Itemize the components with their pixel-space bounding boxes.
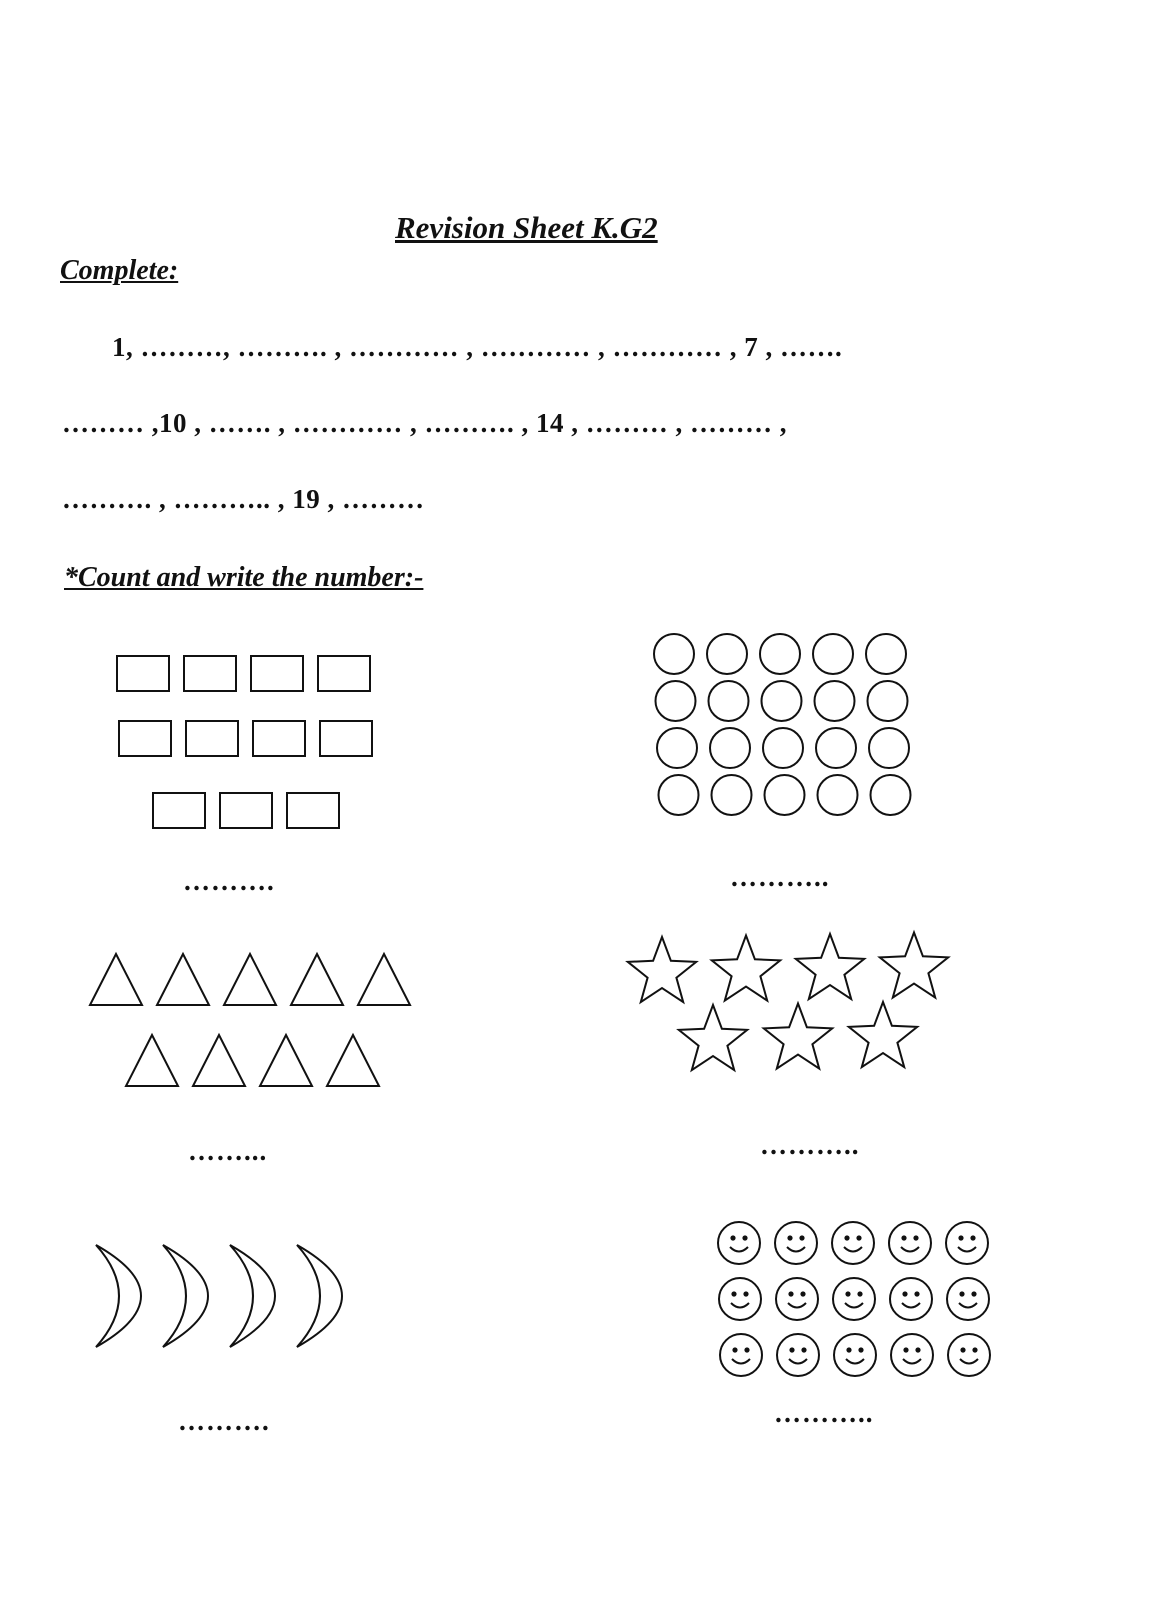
- star-shape: [880, 933, 948, 998]
- smiley-face-group: [718, 1222, 990, 1376]
- count-heading: *Count and write the number:-: [64, 562, 424, 593]
- circle-shape: [813, 634, 853, 674]
- smiley-face-shape: [719, 1278, 761, 1320]
- smiley-face-shape: [948, 1334, 990, 1376]
- circle-shape: [815, 681, 855, 721]
- crescent-moon-shape: [297, 1245, 342, 1347]
- sequence-line-2: ……… ,10 , ……. , ………… , ………. , 14 , ……… , ……… ,: [62, 408, 787, 438]
- circle-shape: [816, 728, 856, 768]
- crescent-moon-shape: [163, 1245, 208, 1347]
- star-group: [628, 933, 948, 1071]
- circle-shape: [657, 728, 697, 768]
- rectangle-shape: [253, 721, 305, 756]
- circle-shape: [659, 775, 699, 815]
- star-shape: [712, 936, 780, 1001]
- complete-heading: Complete:: [60, 255, 179, 286]
- circle-shape: [762, 681, 802, 721]
- circle-shape: [763, 728, 803, 768]
- smiley-face-shape: [718, 1222, 760, 1264]
- smiley-face-shape: [946, 1222, 988, 1264]
- triangle-shape: [157, 954, 209, 1005]
- page-title: Revision Sheet K.G2: [395, 210, 658, 245]
- triangle-shape: [358, 954, 410, 1005]
- answer-blank-moons[interactable]: ……….: [178, 1406, 270, 1436]
- rectangle-shape: [320, 721, 372, 756]
- circle-shape: [871, 775, 911, 815]
- smiley-face-shape: [947, 1278, 989, 1320]
- star-shape: [796, 934, 864, 999]
- triangle-shape: [193, 1035, 245, 1086]
- circle-shape: [760, 634, 800, 674]
- smiley-face-shape: [775, 1222, 817, 1264]
- circle-shape: [710, 728, 750, 768]
- smiley-face-shape: [832, 1222, 874, 1264]
- rectangle-shape: [119, 721, 171, 756]
- star-shape: [679, 1005, 747, 1070]
- circle-shape: [654, 634, 694, 674]
- smiley-face-shape: [834, 1334, 876, 1376]
- smiley-face-shape: [777, 1334, 819, 1376]
- circle-shape: [866, 634, 906, 674]
- answer-blank-smileys[interactable]: ………..: [774, 1398, 874, 1428]
- smiley-face-shape: [833, 1278, 875, 1320]
- smiley-face-shape: [890, 1278, 932, 1320]
- circle-shape: [712, 775, 752, 815]
- rectangle-shape: [186, 721, 238, 756]
- circle-shape: [869, 728, 909, 768]
- smiley-face-shape: [720, 1334, 762, 1376]
- triangle-shape: [291, 954, 343, 1005]
- rectangle-shape: [220, 793, 272, 828]
- star-shape: [849, 1002, 917, 1067]
- rectangle-shape: [251, 656, 303, 691]
- rectangle-shape: [117, 656, 169, 691]
- rectangle-shape: [318, 656, 370, 691]
- circle-shape: [656, 681, 696, 721]
- circle-shape: [818, 775, 858, 815]
- answer-blank-stars[interactable]: ………..: [760, 1130, 860, 1160]
- triangle-shape: [327, 1035, 379, 1086]
- crescent-moon-group: [96, 1245, 342, 1347]
- circle-group: [654, 634, 911, 815]
- circle-shape: [707, 634, 747, 674]
- star-shape: [628, 937, 696, 1002]
- triangle-shape: [224, 954, 276, 1005]
- triangle-shape: [126, 1035, 178, 1086]
- rectangle-shape: [153, 793, 205, 828]
- circle-shape: [709, 681, 749, 721]
- answer-blank-triangles[interactable]: ……...: [188, 1136, 268, 1166]
- answer-blank-rectangles[interactable]: ……….: [183, 866, 275, 896]
- sequence-line-1: 1, ………, ………. , ………… , ………… , ………… , 7 , …….: [112, 332, 843, 362]
- sequence-line-3: ………. , ……….. , 19 , ………: [62, 484, 425, 514]
- crescent-moon-shape: [230, 1245, 275, 1347]
- rectangle-group: [117, 656, 372, 828]
- smiley-face-shape: [776, 1278, 818, 1320]
- rectangle-shape: [184, 656, 236, 691]
- triangle-shape: [90, 954, 142, 1005]
- triangle-shape: [260, 1035, 312, 1086]
- smiley-face-shape: [889, 1222, 931, 1264]
- answer-blank-circles[interactable]: ………..: [730, 862, 830, 892]
- star-shape: [764, 1004, 832, 1069]
- circle-shape: [765, 775, 805, 815]
- circle-shape: [868, 681, 908, 721]
- smiley-face-shape: [891, 1334, 933, 1376]
- crescent-moon-shape: [96, 1245, 141, 1347]
- rectangle-shape: [287, 793, 339, 828]
- triangle-group: [90, 954, 410, 1086]
